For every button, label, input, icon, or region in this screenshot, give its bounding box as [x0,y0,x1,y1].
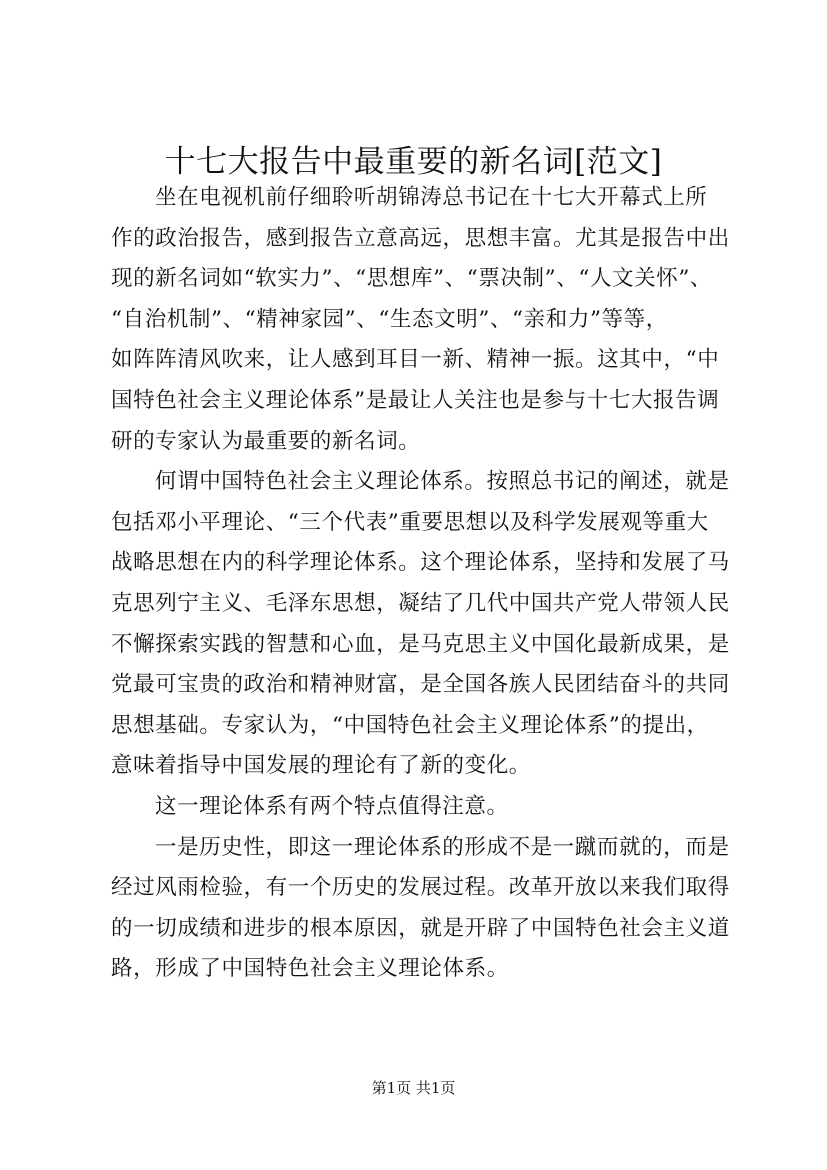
body-line: 坐在电视机前仔细聆听胡锦涛总书记在十七大开幕式上所 [155,185,708,210]
body-line: 战略思想在内的科学理论体系。这个理论体系，坚持和发展了马 [111,550,730,576]
body-line: 如阵阵清风吹来，让人感到耳目一新、精神一振。这其中，“中 [111,347,720,373]
body-line: 克思列宁主义、毛泽东思想，凝结了几代中国共产党人带领人民 [111,590,730,616]
body-line: 思想基础。专家认为，“中国特色社会主义理论体系”的提出， [111,712,709,738]
document-title: 十七大报告中最重要的新名词[范文] [164,144,663,180]
body-line: 何谓中国特色社会主义理论体系。按照总书记的阐述，就是 [155,469,730,495]
document-body [111,178,751,990]
body-line: 这一理论体系有两个特点值得注意。 [155,793,509,819]
body-line: 的一切成绩和进步的根本原因，就是开辟了中国特色社会主义道 [111,915,730,941]
page-footer: 第1页 共1页 [371,1079,456,1097]
body-line: 党最可宝贵的政治和精神财富，是全国各族人民团结奋斗的共同 [111,672,730,698]
body-line: 现的新名词如“软实力”、“思想库”、“票决制”、“人文关怀”、 [111,266,713,292]
body-line: 不懈探索实践的智慧和心血，是马克思主义中国化最新成果，是 [111,631,730,657]
body-line: 作的政治报告，感到报告立意高远，思想丰富。尤其是报告中出 [111,225,730,251]
body-line: 路，形成了中国特色社会主义理论体系。 [111,956,509,982]
body-line: “自治机制”、“精神家园”、“生态文明”、“亲和力”等等， [111,306,668,332]
body-line: 国特色社会主义理论体系”是最让人关注也是参与十七大报告调 [111,387,720,413]
body-line: 经过风雨检验，有一个历史的发展过程。改革开放以来我们取得 [111,875,730,901]
body-line: 意味着指导中国发展的理论有了新的变化。 [111,753,531,779]
body-line: 研的专家认为最重要的新名词。 [111,428,421,454]
body-line: 包括邓小平理论、“三个代表”重要思想以及科学发展观等重大 [111,509,709,535]
body-line: 一是历史性，即这一理论体系的形成不是一蹴而就的，而是 [155,834,730,860]
